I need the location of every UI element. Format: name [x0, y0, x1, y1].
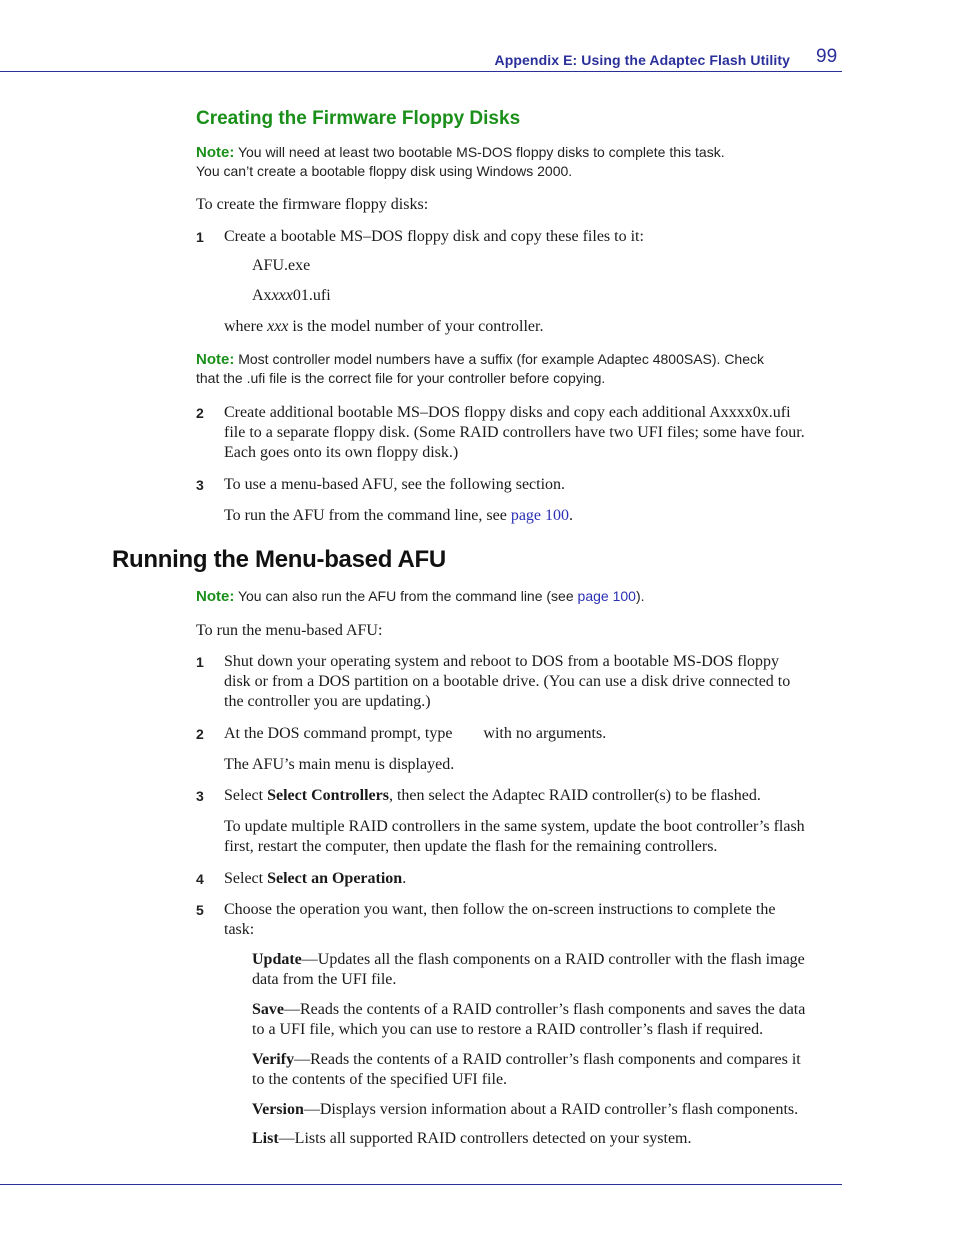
- step-text: At the DOS command prompt, type with no arguments.: [224, 725, 607, 742]
- step-number: 5: [196, 902, 204, 918]
- note-text: You can’t create a bootable floppy disk using Windows 2000.: [196, 163, 573, 179]
- page-link[interactable]: page 100: [577, 588, 636, 604]
- step-number: 2: [196, 726, 204, 742]
- menu-option-select-controllers: Select Controllers: [267, 787, 389, 804]
- operation-version: Version—Displays version information about a RAID controller’s flash components.: [252, 1101, 799, 1118]
- section-heading-firmware-floppy: Creating the Firmware Floppy Disks: [196, 108, 521, 129]
- operation-verify: Verify—Reads the contents of a RAID controller’s flash components and compares it to the contents of the specified UFI file.: [252, 1051, 801, 1088]
- step-number: 2: [196, 405, 204, 421]
- note-label: Note:: [196, 588, 235, 605]
- file-name: Axxxx01.ufi: [252, 287, 331, 304]
- step-number: 1: [196, 229, 204, 245]
- note-text: that the .ufi file is the correct file for your controller before copying.: [196, 370, 606, 386]
- step-text: To use a menu-based AFU, see the following section.: [224, 476, 566, 493]
- step-number: 4: [196, 871, 204, 887]
- menu-option-select-operation: Select an Operation: [267, 870, 403, 887]
- note-label: Note:: [196, 351, 235, 368]
- note-label: Note:: [196, 144, 235, 161]
- intro-paragraph: To create the firmware floppy disks:: [196, 196, 429, 213]
- section-heading-menu-based-afu: Running the Menu-based AFU: [112, 546, 446, 573]
- step-text: Create additional bootable MS–DOS floppy disks and copy each additional Axxxx0x.ufi file to a separate floppy disk. (Some RAID controllers have two UFI files; some have four. Each goes onto its own floppy disk.): [224, 404, 805, 461]
- step-text: Select Select an Operation.: [224, 870, 407, 887]
- step-subparagraph: To update multiple RAID controllers in the same system, update the boot controller’s flash first, restart the computer, then update the flash for the remaining controllers.: [224, 818, 805, 855]
- step-number: 1: [196, 654, 204, 670]
- step-text: Choose the operation you want, then follow the on-screen instructions to complete the task:: [224, 901, 776, 938]
- operation-update: Update—Updates all the flash components on a RAID controller with the flash image data from the UFI file.: [252, 951, 805, 988]
- file-name: AFU.exe: [252, 257, 311, 274]
- running-header-title: Appendix E: Using the Adaptec Flash Utility: [494, 52, 790, 68]
- step-number: 3: [196, 788, 204, 804]
- step-text: Select Select Controllers, then select the Adaptec RAID controller(s) to be flashed.: [224, 787, 761, 804]
- where-paragraph: where xxx is the model number of your controller.: [224, 318, 544, 335]
- page-link[interactable]: page 100: [510, 507, 570, 524]
- page-number: 99: [816, 46, 838, 67]
- operation-save: Save—Reads the contents of a RAID controller’s flash components and saves the data to a UFI file, which you can use to restore a RAID controller’s flash if required.: [252, 1001, 806, 1038]
- note-floppy-requirement: [196, 143, 836, 181]
- step-subparagraph: To run the AFU from the command line, see page 100.: [224, 507, 574, 524]
- note-command-line: Note: You can also run the AFU from the command line (see page 100).: [196, 588, 645, 605]
- header-rule: [0, 71, 842, 72]
- step-text: Shut down your operating system and reboot to DOS from a bootable MS-DOS floppy disk or from a DOS partition on a bootable drive. (You can use a disk drive connected to the controller you are updating.): [224, 653, 791, 710]
- footer-rule: [0, 1184, 842, 1185]
- intro-paragraph: To run the menu-based AFU:: [196, 622, 383, 639]
- note-model-suffix: [196, 350, 836, 388]
- note-text: You will need at least two bootable MS-DOS floppy disks to complete this task.: [237, 144, 725, 160]
- operation-list: List—Lists all supported RAID controllers detected on your system.: [252, 1130, 692, 1147]
- step-number: 3: [196, 477, 204, 493]
- step-text: Create a bootable MS–DOS floppy disk and copy these files to it:: [224, 228, 644, 245]
- note-text: Most controller model numbers have a suffix (for example Adaptec 4800SAS). Check: [238, 351, 764, 367]
- step-subparagraph: The AFU’s main menu is displayed.: [224, 756, 455, 773]
